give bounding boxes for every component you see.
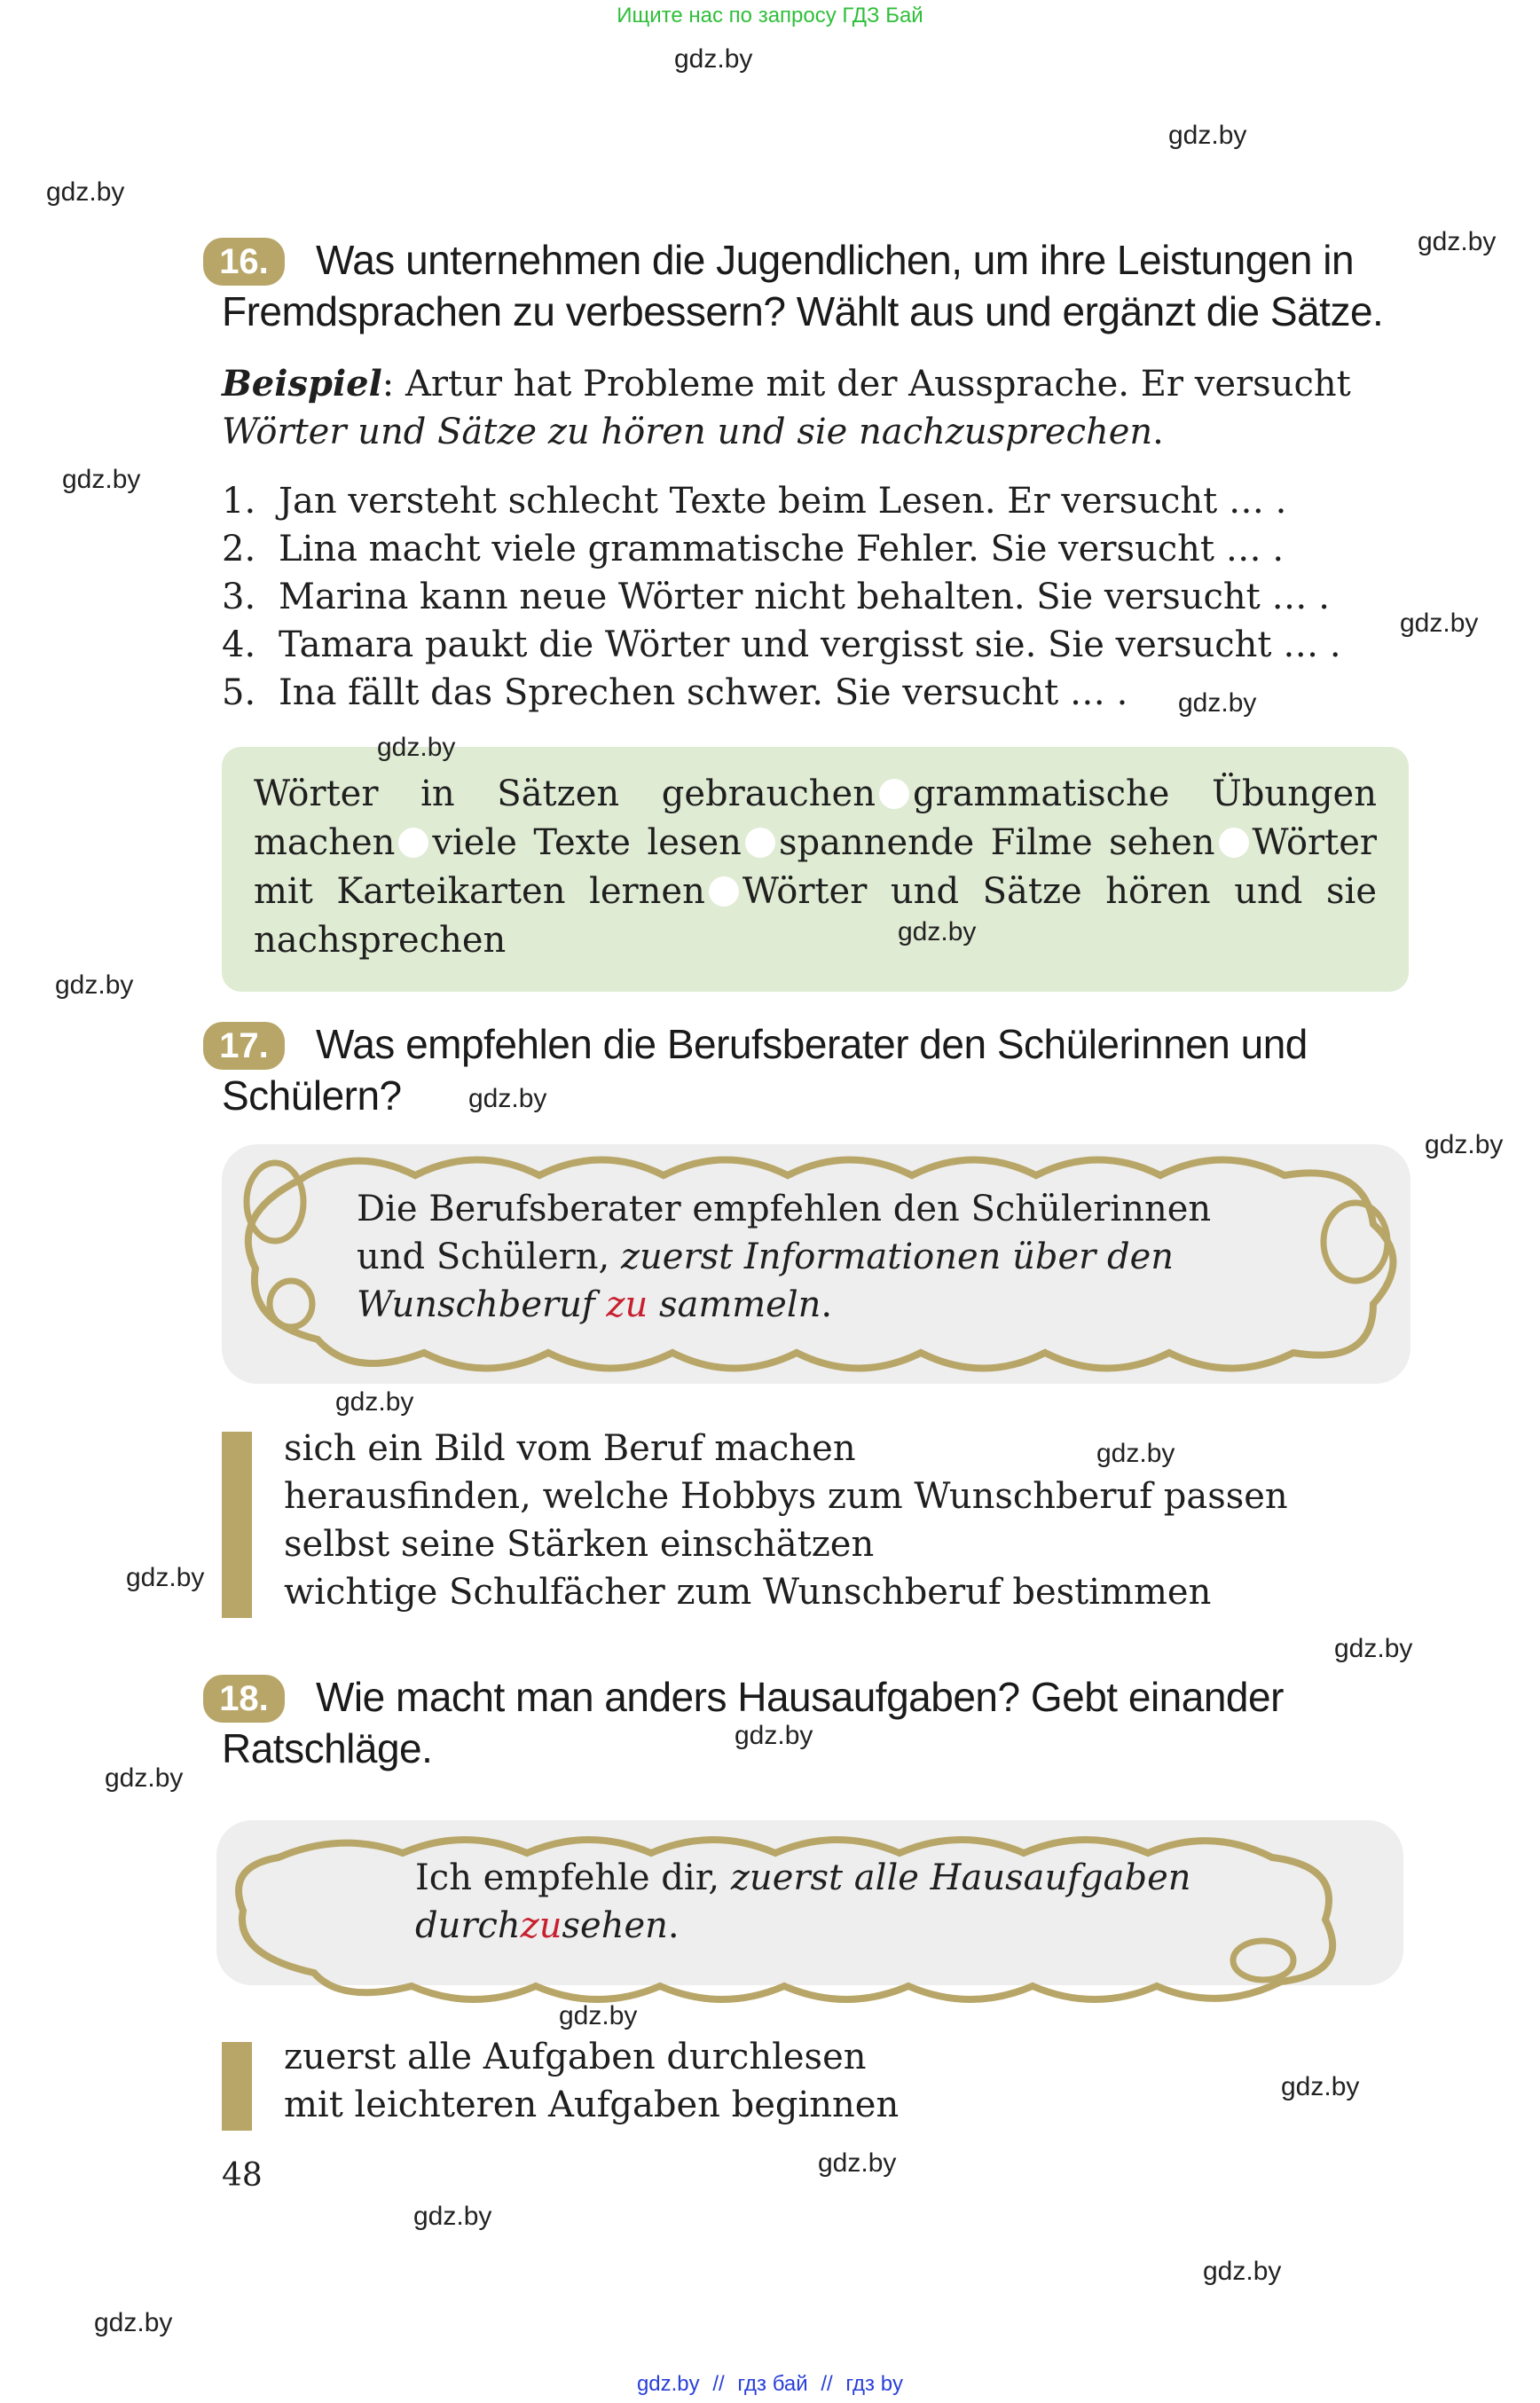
watermark: gdz.by xyxy=(1400,609,1479,638)
watermark: gdz.by xyxy=(335,1387,414,1417)
list-item: selbst seine Stärken einschätzen xyxy=(284,1524,875,1565)
speech-bubble-text: Ich empfehle dir, zuerst alle Hausaufgaben durchzusehen. xyxy=(415,1857,1191,1946)
accent-bar xyxy=(222,1432,252,1618)
watermark: gdz.by xyxy=(1418,227,1497,256)
separator-dot xyxy=(745,828,775,858)
list-item: sich ein Bild vom Beruf machen xyxy=(284,1428,856,1469)
list-item: herausfinden, welche Hobbys zum Wunschberuf passen xyxy=(284,1476,1288,1517)
separator-dot xyxy=(709,876,739,907)
task-number-badge: 18. xyxy=(203,1675,285,1723)
example-text: : Artur hat Probleme mit der Aussprache. Er versucht xyxy=(381,364,1351,404)
list-item: zuerst alle Aufgaben durchlesen xyxy=(284,2037,867,2077)
option: spannende Filme sehen xyxy=(778,822,1215,863)
task-heading-continued: Ratschläge. xyxy=(222,1725,433,1771)
task-heading: Was empfehlen die Berufsberater den Schülerinnen und xyxy=(316,1021,1308,1067)
watermark: gdz.by xyxy=(55,970,134,1000)
watermark: gdz.by xyxy=(413,2202,492,2231)
watermark: gdz.by xyxy=(126,1563,205,1592)
options-box xyxy=(222,747,1409,992)
footer-link[interactable]: gdz.by xyxy=(636,2372,700,2396)
footer-link[interactable]: гдз by xyxy=(845,2372,904,2396)
watermark: gdz.by xyxy=(377,733,456,762)
watermark: gdz.by xyxy=(735,1721,813,1750)
option: Wörter und Sätze hören und sie nachsprechen xyxy=(254,871,1377,961)
watermark: gdz.by xyxy=(1178,688,1257,718)
accent-bar xyxy=(222,2042,252,2131)
footer: gdz.by // гдз бай // гдз by xyxy=(636,2372,904,2396)
example-paragraph: Beispiel: Artur hat Probleme mit der Aussprache. Er versucht Wörter und Sätze zu hören und sie nachzusprechen. xyxy=(222,363,1351,452)
task-16-list xyxy=(222,477,1341,717)
task-number-badge: 17. xyxy=(203,1022,285,1070)
watermark: gdz.by xyxy=(1096,1439,1175,1468)
separator-dot xyxy=(879,779,909,809)
watermark: gdz.by xyxy=(1425,1130,1504,1159)
example-label: Beispiel xyxy=(222,363,382,404)
list-item: wichtige Schulfächer zum Wunschberuf bestimmen xyxy=(284,1572,1212,1613)
highlighted-particle: zu xyxy=(520,1905,562,1946)
task-heading: Was unternehmen die Jugendlichen, um ihre Leistungen in xyxy=(316,237,1355,283)
watermark: gdz.by xyxy=(559,2001,638,2030)
page-number: 48 xyxy=(222,2157,263,2194)
list-item: mit leichteren Aufgaben beginnen xyxy=(284,2085,900,2125)
watermark: gdz.by xyxy=(1203,2257,1282,2286)
list-item: 3. Marina kann neue Wörter nicht behalten. Sie versucht … . xyxy=(222,577,1330,617)
watermark: gdz.by xyxy=(46,177,125,207)
highlighted-particle: zu xyxy=(606,1284,648,1325)
footer-link[interactable]: гдз бай xyxy=(737,2372,808,2396)
option: Wörter in Sätzen gebrauchen xyxy=(254,774,876,814)
separator-dot xyxy=(1219,828,1249,858)
list-item: 4. Tamara paukt die Wörter und vergisst sie. Sie versucht … . xyxy=(222,624,1341,665)
task-heading: Wie macht man anders Hausaufgaben? Gebt einander xyxy=(316,1674,1284,1720)
watermark: gdz.by xyxy=(1168,121,1247,150)
task-number-badge: 16. xyxy=(203,238,285,286)
watermark: gdz.by xyxy=(62,465,141,494)
watermark: gdz.by xyxy=(898,917,977,946)
separator-dot xyxy=(398,828,428,858)
options-text xyxy=(254,770,1377,965)
option: viele Texte lesen xyxy=(432,822,742,863)
watermark: gdz.by xyxy=(105,1763,184,1793)
top-note: Ищите нас по запросу ГДЗ Бай xyxy=(617,4,923,27)
example-answer: Wörter und Sätze zu hören und sie nachzusprechen xyxy=(222,412,1153,452)
watermark: gdz.by xyxy=(818,2148,897,2178)
task-heading-continued: Schülern? xyxy=(222,1072,402,1119)
watermark: gdz.by xyxy=(1281,2072,1360,2101)
list-item: 2. Lina macht viele grammatische Fehler. Sie versucht … . xyxy=(222,529,1285,569)
watermark: gdz.by xyxy=(94,2308,173,2337)
list-item: 5. Ina fällt das Sprechen schwer. Sie versucht … . xyxy=(222,672,1128,713)
option: grammatische Übungen machen xyxy=(254,774,1377,863)
watermark: gdz.by xyxy=(674,44,753,74)
speech-bubble-text: Die Berufsberater empfehlen den Schülerinnen und Schülern, zuerst Informationen über den Wunschberuf zu sammeln. xyxy=(357,1189,1212,1325)
watermark: gdz.by xyxy=(1334,1634,1413,1663)
list-item: 1. Jan versteht schlecht Texte beim Lesen. Er versucht … . xyxy=(222,481,1287,522)
watermark: gdz.by xyxy=(468,1084,547,1113)
option: Wörter mit Karteikarten lernen xyxy=(254,822,1378,912)
task-heading-continued: Fremdsprachen zu verbessern? Wählt aus und ergänzt die Sätze. xyxy=(222,288,1384,334)
